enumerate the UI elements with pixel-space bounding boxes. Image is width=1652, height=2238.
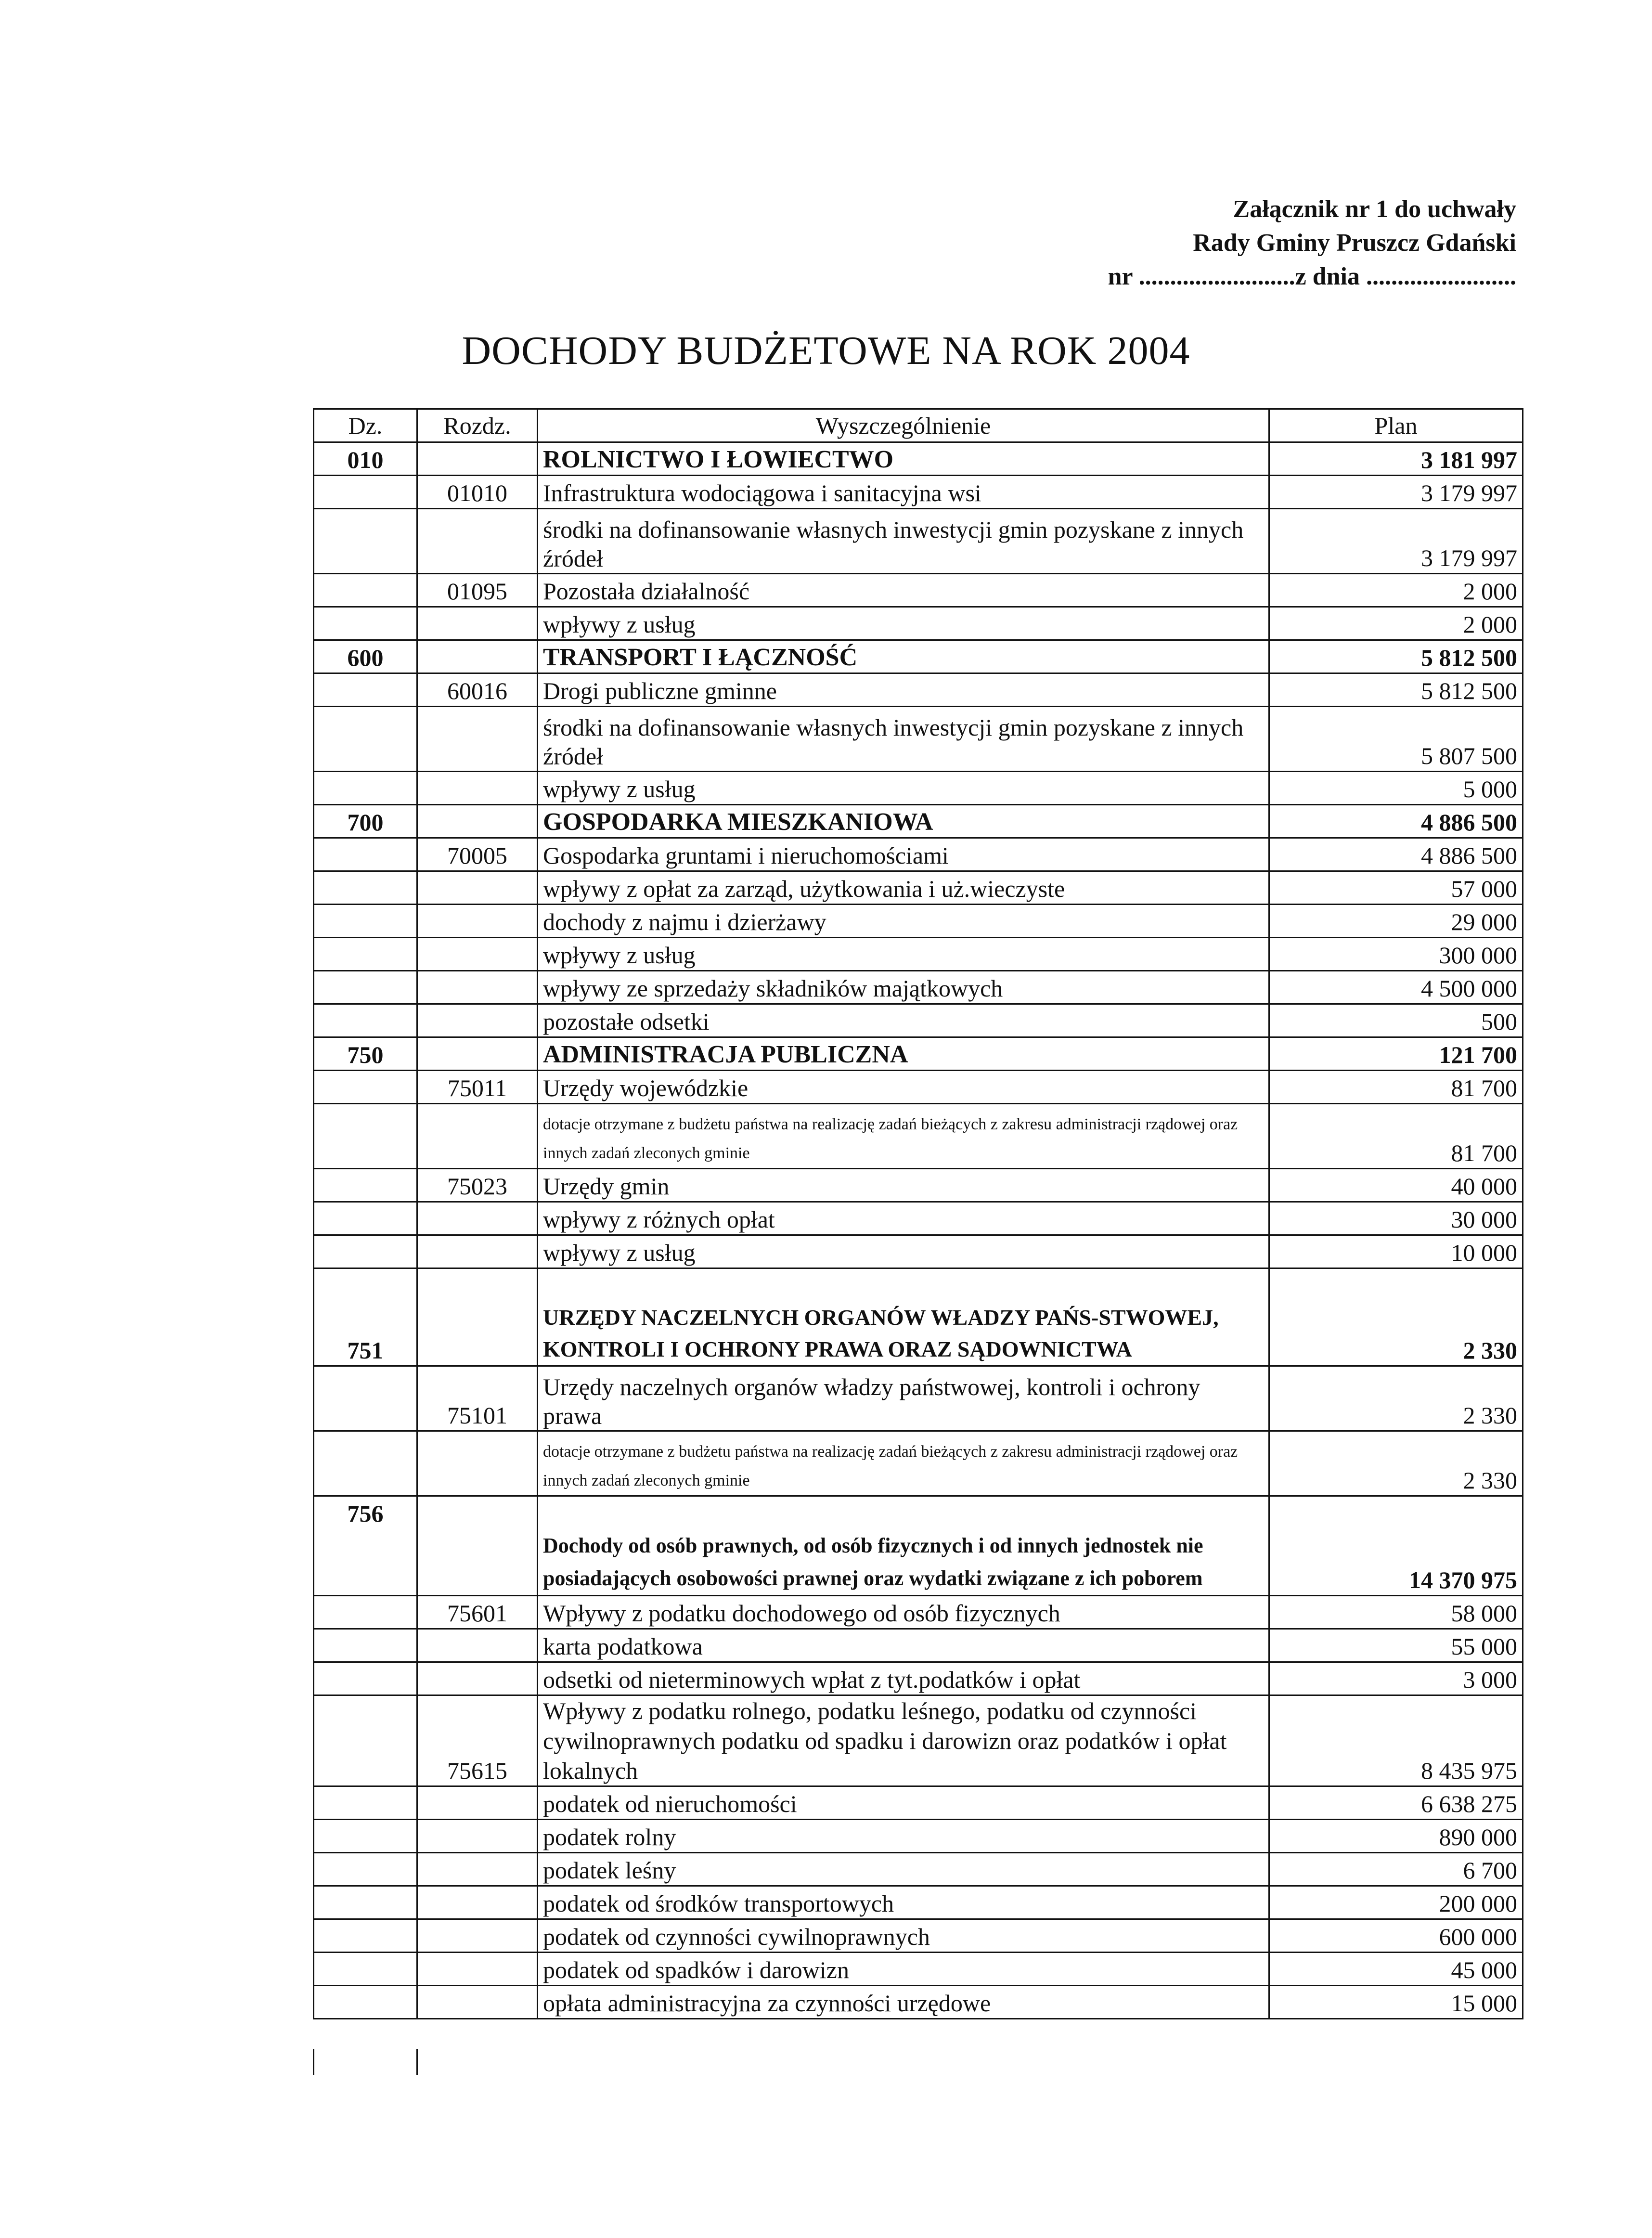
- table-row: [314, 509, 1523, 574]
- section-row: [314, 1037, 1523, 1071]
- description-cell: Dochody od osób prawnych, od osób fizycznych i od innych jednostek nie posiadających osobowości prawnej oraz wydatki związane z ich poborem: [538, 1496, 1269, 1596]
- plan-cell: 81 700: [1269, 1104, 1523, 1169]
- plan-cell: 8 435 975: [1269, 1695, 1523, 1786]
- description-cell: odsetki od nieterminowych wpłat z tyt.podatków i opłat: [538, 1662, 1269, 1695]
- dz-cell: [314, 838, 417, 871]
- dz-cell: 751: [314, 1268, 417, 1366]
- rozdz-cell: [417, 607, 538, 640]
- table-row: [314, 574, 1523, 607]
- description-cell: pozostałe odsetki: [538, 1004, 1269, 1037]
- dz-cell: [314, 1662, 417, 1695]
- dz-cell: [314, 1235, 417, 1268]
- plan-cell: 15 000: [1269, 1986, 1523, 2019]
- table-row: [314, 1919, 1523, 1953]
- table-row: [314, 1071, 1523, 1104]
- dz-cell: [314, 1596, 417, 1629]
- plan-cell: 58 000: [1269, 1596, 1523, 1629]
- plan-cell: 600 000: [1269, 1919, 1523, 1953]
- budget-table: [313, 408, 1523, 2019]
- table-header-row: [314, 409, 1523, 442]
- rozdz-cell: 75615: [417, 1695, 538, 1786]
- dz-cell: [314, 1953, 417, 1986]
- description-cell: podatek rolny: [538, 1820, 1269, 1853]
- description-cell: opłata administracyjna za czynności urzędowe: [538, 1986, 1269, 2019]
- dz-cell: 756: [314, 1496, 417, 1596]
- rozdz-cell: [417, 1919, 538, 1953]
- table-row: [314, 971, 1523, 1004]
- table-row: [314, 1853, 1523, 1886]
- rozdz-cell: [417, 1037, 538, 1071]
- rozdz-cell: [417, 1268, 538, 1366]
- rozdz-cell: [417, 1431, 538, 1496]
- plan-cell: 5 812 500: [1269, 673, 1523, 707]
- rozdz-cell: 75011: [417, 1071, 538, 1104]
- dz-cell: [314, 871, 417, 905]
- plan-cell: 121 700: [1269, 1037, 1523, 1071]
- plan-cell: 5 000: [1269, 772, 1523, 805]
- description-cell: podatek od spadków i darowizn: [538, 1953, 1269, 1986]
- plan-cell: 200 000: [1269, 1886, 1523, 1919]
- rozdz-cell: [417, 1235, 538, 1268]
- description-cell: wpływy ze sprzedaży składników majątkowych: [538, 971, 1269, 1004]
- rozdz-cell: 75101: [417, 1366, 538, 1431]
- document-title: DOCHODY BUDŻETOWE NA ROK 2004: [462, 328, 1190, 373]
- plan-cell: 2 330: [1269, 1366, 1523, 1431]
- dz-cell: [314, 476, 417, 509]
- description-cell: wpływy z różnych opłat: [538, 1202, 1269, 1235]
- rozdz-cell: 01095: [417, 574, 538, 607]
- description-cell: dochody z najmu i dzierżawy: [538, 905, 1269, 938]
- plan-cell: 2 000: [1269, 574, 1523, 607]
- attachment-line: Załącznik nr 1 do uchwały: [1233, 195, 1516, 223]
- dz-cell: 010: [314, 442, 417, 476]
- plan-cell: 30 000: [1269, 1202, 1523, 1235]
- plan-cell: 6 638 275: [1269, 1786, 1523, 1820]
- table-row: [314, 1629, 1523, 1662]
- table-row: [314, 1431, 1523, 1496]
- column-line-dz: [313, 2049, 314, 2075]
- description-cell: Infrastruktura wodociągowa i sanitacyjna wsi: [538, 476, 1269, 509]
- plan-cell: 14 370 975: [1269, 1496, 1523, 1596]
- plan-cell: 4 886 500: [1269, 838, 1523, 871]
- table-row: [314, 871, 1523, 905]
- rozdz-cell: [417, 971, 538, 1004]
- table-body: [314, 442, 1523, 2019]
- rozdz-cell: [417, 1496, 538, 1596]
- description-cell: Pozostała działalność: [538, 574, 1269, 607]
- description-cell: wpływy z opłat za zarząd, użytkowania i uż.wieczyste: [538, 871, 1269, 905]
- table-row: [314, 905, 1523, 938]
- rozdz-cell: [417, 707, 538, 772]
- header-dz: Dz.: [314, 409, 417, 442]
- dz-cell: [314, 1004, 417, 1037]
- table-row: [314, 607, 1523, 640]
- rozdz-cell: 75023: [417, 1169, 538, 1202]
- description-cell: Wpływy z podatku rolnego, podatku leśnego, podatku od czynności cywilnoprawnych podatku od spadku i darowizn oraz podatków i opłat lokalnych: [538, 1695, 1269, 1786]
- table-row: [314, 1886, 1523, 1919]
- plan-cell: 4 500 000: [1269, 971, 1523, 1004]
- plan-cell: 2 330: [1269, 1268, 1523, 1366]
- description-cell: Urzędy gmin: [538, 1169, 1269, 1202]
- table-row: [314, 1786, 1523, 1820]
- table-row: [314, 1596, 1523, 1629]
- column-line-rozdz: [416, 2049, 418, 2075]
- header-rozdz: Rozdz.: [417, 409, 538, 442]
- table-row: [314, 673, 1523, 707]
- dz-cell: [314, 574, 417, 607]
- table-row: [314, 838, 1523, 871]
- attachment-header: [1011, 193, 1516, 294]
- description-cell: ROLNICTWO I ŁOWIECTWO: [538, 442, 1269, 476]
- rozdz-cell: [417, 1202, 538, 1235]
- rozdz-cell: [417, 640, 538, 673]
- plan-cell: 10 000: [1269, 1235, 1523, 1268]
- table-row: [314, 938, 1523, 971]
- dz-cell: 600: [314, 640, 417, 673]
- rozdz-cell: [417, 442, 538, 476]
- dz-cell: [314, 1786, 417, 1820]
- table-row: [314, 1695, 1523, 1786]
- section-row: [314, 805, 1523, 838]
- plan-cell: 29 000: [1269, 905, 1523, 938]
- description-cell: podatek od czynności cywilnoprawnych: [538, 1919, 1269, 1953]
- header-plan: Plan: [1269, 409, 1523, 442]
- plan-cell: 45 000: [1269, 1953, 1523, 1986]
- rozdz-cell: [417, 1953, 538, 1986]
- description-cell: Wpływy z podatku dochodowego od osób fizycznych: [538, 1596, 1269, 1629]
- dz-cell: 700: [314, 805, 417, 838]
- plan-cell: 81 700: [1269, 1071, 1523, 1104]
- table-row: [314, 1202, 1523, 1235]
- plan-cell: 3 181 997: [1269, 442, 1523, 476]
- council-line: Rady Gminy Pruszcz Gdański: [1193, 229, 1516, 257]
- rozdz-cell: [417, 772, 538, 805]
- rozdz-cell: [417, 1986, 538, 2019]
- plan-cell: 2 330: [1269, 1431, 1523, 1496]
- rozdz-cell: 01010: [417, 476, 538, 509]
- dz-cell: [314, 1886, 417, 1919]
- dz-cell: [314, 1071, 417, 1104]
- dz-cell: [314, 1629, 417, 1662]
- description-cell: wpływy z usług: [538, 772, 1269, 805]
- description-cell: TRANSPORT I ŁĄCZNOŚĆ: [538, 640, 1269, 673]
- description-cell: wpływy z usług: [538, 1235, 1269, 1268]
- dz-cell: [314, 1820, 417, 1853]
- plan-cell: 57 000: [1269, 871, 1523, 905]
- rozdz-cell: 75601: [417, 1596, 538, 1629]
- dz-cell: [314, 707, 417, 772]
- rozdz-cell: [417, 1820, 538, 1853]
- rozdz-cell: 70005: [417, 838, 538, 871]
- table-row: [314, 1662, 1523, 1695]
- dz-cell: 750: [314, 1037, 417, 1071]
- dz-cell: [314, 1853, 417, 1886]
- plan-cell: 3 000: [1269, 1662, 1523, 1695]
- description-cell: GOSPODARKA MIESZKANIOWA: [538, 805, 1269, 838]
- description-cell: podatek od nieruchomości: [538, 1786, 1269, 1820]
- table-row: [314, 772, 1523, 805]
- description-cell: URZĘDY NACZELNYCH ORGANÓW WŁADZY PAŃS-STWOWEJ, KONTROLI I OCHRONY PRAWA ORAZ SĄDOWNICTWA: [538, 1268, 1269, 1366]
- table-row: [314, 1104, 1523, 1169]
- plan-cell: 3 179 997: [1269, 509, 1523, 574]
- description-cell: Drogi publiczne gminne: [538, 673, 1269, 707]
- description-cell: Gospodarka gruntami i nieruchomościami: [538, 838, 1269, 871]
- rozdz-cell: [417, 905, 538, 938]
- table-row: [314, 707, 1523, 772]
- rozdz-cell: [417, 1004, 538, 1037]
- rozdz-cell: [417, 871, 538, 905]
- description-cell: ADMINISTRACJA PUBLICZNA: [538, 1037, 1269, 1071]
- dz-cell: [314, 1695, 417, 1786]
- description-cell: dotacje otrzymane z budżetu państwa na realizację zadań bieżących z zakresu administracji rządowej oraz innych zadań zleconych gminie: [538, 1104, 1269, 1169]
- plan-cell: 890 000: [1269, 1820, 1523, 1853]
- table-row: [314, 1169, 1523, 1202]
- plan-cell: 3 179 997: [1269, 476, 1523, 509]
- rozdz-cell: [417, 1662, 538, 1695]
- section-row: [314, 640, 1523, 673]
- description-cell: wpływy z usług: [538, 607, 1269, 640]
- table-row: [314, 1953, 1523, 1986]
- description-cell: środki na dofinansowanie własnych inwestycji gmin pozyskane z innych źródeł: [538, 509, 1269, 574]
- rozdz-cell: [417, 938, 538, 971]
- table-row: [314, 1366, 1523, 1431]
- dz-cell: [314, 1366, 417, 1431]
- dz-cell: [314, 1986, 417, 2019]
- description-cell: środki na dofinansowanie własnych inwestycji gmin pozyskane z innych źródeł: [538, 707, 1269, 772]
- dz-cell: [314, 1169, 417, 1202]
- plan-cell: 40 000: [1269, 1169, 1523, 1202]
- dz-cell: [314, 509, 417, 574]
- header-desc: Wyszczególnienie: [538, 409, 1269, 442]
- table-row: [314, 1986, 1523, 2019]
- section-row: [314, 1496, 1523, 1596]
- description-cell: karta podatkowa: [538, 1629, 1269, 1662]
- rozdz-cell: [417, 1104, 538, 1169]
- table-row: [314, 1820, 1523, 1853]
- table-row: [314, 1004, 1523, 1037]
- dz-cell: [314, 1202, 417, 1235]
- description-cell: dotacje otrzymane z budżetu państwa na realizację zadań bieżących z zakresu administracji rządowej oraz innych zadań zleconych gminie: [538, 1431, 1269, 1496]
- plan-cell: 5 807 500: [1269, 707, 1523, 772]
- rozdz-cell: [417, 1786, 538, 1820]
- dz-cell: [314, 673, 417, 707]
- rozdz-cell: [417, 1886, 538, 1919]
- section-row: [314, 1268, 1523, 1366]
- rozdz-cell: [417, 805, 538, 838]
- plan-cell: 500: [1269, 1004, 1523, 1037]
- resolution-number-line: nr .........................z dnia ........................: [1108, 263, 1516, 290]
- description-cell: wpływy z usług: [538, 938, 1269, 971]
- dz-cell: [314, 1919, 417, 1953]
- table-row: [314, 476, 1523, 509]
- section-row: [314, 442, 1523, 476]
- plan-cell: 6 700: [1269, 1853, 1523, 1886]
- plan-cell: 55 000: [1269, 1629, 1523, 1662]
- dz-cell: [314, 607, 417, 640]
- plan-cell: 4 886 500: [1269, 805, 1523, 838]
- rozdz-cell: [417, 509, 538, 574]
- plan-cell: 300 000: [1269, 938, 1523, 971]
- dz-cell: [314, 772, 417, 805]
- dz-cell: [314, 1431, 417, 1496]
- description-cell: Urzędy naczelnych organów władzy państwowej, kontroli i ochrony prawa: [538, 1366, 1269, 1431]
- description-cell: podatek od środków transportowych: [538, 1886, 1269, 1919]
- rozdz-cell: [417, 1853, 538, 1886]
- dz-cell: [314, 1104, 417, 1169]
- plan-cell: 2 000: [1269, 607, 1523, 640]
- dz-cell: [314, 905, 417, 938]
- rozdz-cell: 60016: [417, 673, 538, 707]
- rozdz-cell: [417, 1629, 538, 1662]
- description-cell: Urzędy wojewódzkie: [538, 1071, 1269, 1104]
- plan-cell: 5 812 500: [1269, 640, 1523, 673]
- table-row: [314, 1235, 1523, 1268]
- description-cell: podatek leśny: [538, 1853, 1269, 1886]
- dz-cell: [314, 938, 417, 971]
- dz-cell: [314, 971, 417, 1004]
